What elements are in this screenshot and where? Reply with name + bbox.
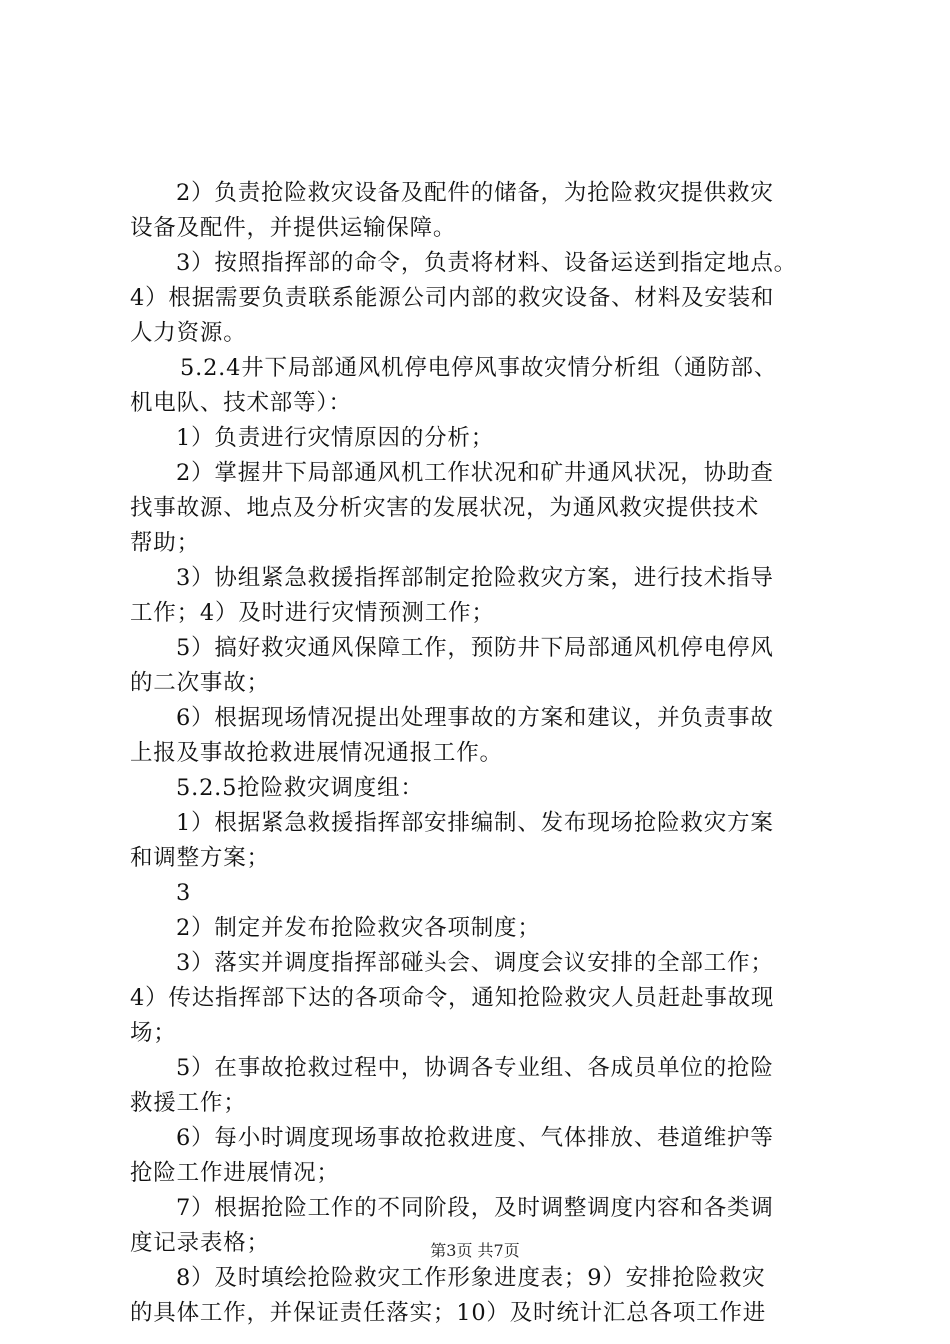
text-line: 机电队、技术部等）： (130, 390, 352, 416)
text-line: 3）协组紧急救援指挥部制定抢险救灾方案，进行技术指导 (176, 565, 774, 591)
text-line: 5）搞好救灾通风保障工作，预防井下局部通风机停电停风 (176, 635, 774, 661)
text-line: 和调整方案； (130, 845, 270, 871)
text-line: 1）负责进行灾情原因的分析； (176, 425, 495, 451)
text-line: 4）根据需要负责联系能源公司内部的救灾设备、材料及安装和 (130, 285, 775, 311)
text-line: 6）根据现场情况提出处理事故的方案和建议，并负责事故 (176, 705, 774, 731)
text-line: 度记录表格； (130, 1230, 270, 1256)
text-line: 7）根据抢险工作的不同阶段，及时调整调度内容和各类调 (176, 1195, 774, 1221)
text-line: 的具体工作，并保证责任落实；10）及时统计汇总各项工作进 (130, 1300, 767, 1326)
text-line: 3）落实并调度指挥部碰头会、调度会议安排的全部工作； (176, 950, 774, 976)
text-line: 5）在事故抢救过程中，协调各专业组、各成员单位的抢险 (176, 1055, 774, 1081)
text-line: 抢险工作进展情况； (130, 1160, 340, 1186)
section-heading: 5.2.5抢险救灾调度组： (176, 775, 424, 801)
inline-page-number: 3 (176, 880, 192, 906)
text-line: 工作；4）及时进行灾情预测工作； (130, 600, 495, 626)
text-line: 上报及事故抢救进展情况通报工作。 (130, 740, 503, 766)
document-body (130, 176, 830, 1331)
text-line: 1）根据紧急救援指挥部安排编制、发布现场抢险救灾方案 (176, 810, 774, 836)
text-line: 场； (130, 1020, 177, 1046)
page-footer: 第3页 共7页 (430, 1241, 520, 1260)
section-heading: 5.2.4井下局部通风机停电停风事故灾情分析组（通防部、 (180, 355, 778, 381)
text-line: 救援工作； (130, 1090, 247, 1116)
text-line: 2）制定并发布抢险救灾各项制度； (176, 915, 541, 941)
text-line: 3）按照指挥部的命令，负责将材料、设备运送到指定地点。 (176, 250, 797, 276)
text-line: 帮助； (130, 530, 200, 556)
text-line: 8）及时填绘抢险救灾工作形象进度表；9）安排抢险救灾 (176, 1265, 766, 1291)
text-line: 设备及配件，并提供运输保障。 (130, 215, 457, 241)
text-line: 6）每小时调度现场事故抢救进度、气体排放、巷道维护等 (176, 1125, 774, 1151)
text-line: 2）掌握井下局部通风机工作状况和矿井通风状况，协助查 (176, 460, 774, 486)
text-line: 的二次事故； (130, 670, 270, 696)
text-line: 2）负责抢险救灾设备及配件的储备，为抢险救灾提供救灾 (176, 180, 774, 206)
text-line: 人力资源。 (130, 320, 247, 346)
text-line: 找事故源、地点及分析灾害的发展状况，为通风救灾提供技术 (130, 495, 760, 521)
text-line: 4）传达指挥部下达的各项命令，通知抢险救灾人员赶赴事故现 (130, 985, 775, 1011)
